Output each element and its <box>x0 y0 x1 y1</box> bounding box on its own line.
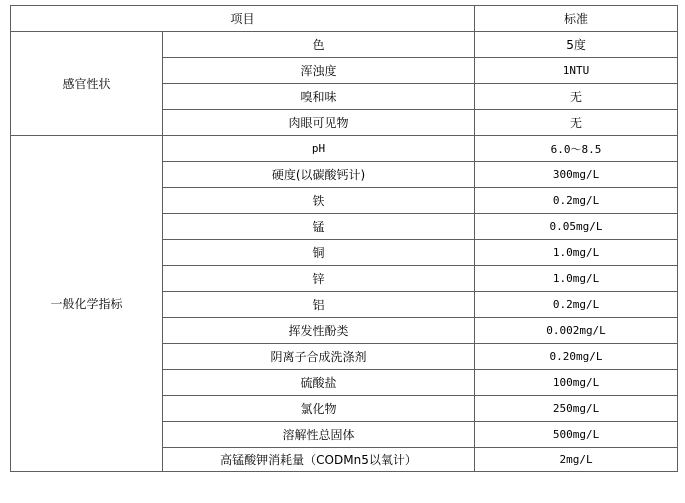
standard-cell: 100mg/L <box>475 370 678 396</box>
item-cell: 锰 <box>163 214 475 240</box>
header-standard: 标准 <box>475 6 678 32</box>
standard-cell: 6.0～8.5 <box>475 136 678 162</box>
standard-cell: 500mg/L <box>475 422 678 448</box>
standard-cell: 无 <box>475 84 678 110</box>
item-cell: 氯化物 <box>163 396 475 422</box>
standard-cell: 250mg/L <box>475 396 678 422</box>
item-cell: 溶解性总固体 <box>163 422 475 448</box>
item-cell: 浑浊度 <box>163 58 475 84</box>
standard-cell: 0.05mg/L <box>475 214 678 240</box>
item-cell: 硬度(以碳酸钙计) <box>163 162 475 188</box>
item-cell: 高锰酸钾消耗量（CODMn5以氧计） <box>163 448 475 472</box>
standard-cell: 0.20mg/L <box>475 344 678 370</box>
water-standard-table <box>10 5 678 472</box>
table-row <box>11 136 678 162</box>
standard-cell: 1.0mg/L <box>475 240 678 266</box>
standard-cell: 1NTU <box>475 58 678 84</box>
item-cell: 硫酸盐 <box>163 370 475 396</box>
item-cell: 挥发性酚类 <box>163 318 475 344</box>
header-item: 项目 <box>11 6 475 32</box>
standard-cell: 无 <box>475 110 678 136</box>
table-row <box>11 32 678 58</box>
standard-cell: 0.2mg/L <box>475 292 678 318</box>
item-cell: 阴离子合成洗涤剂 <box>163 344 475 370</box>
item-cell: 嗅和味 <box>163 84 475 110</box>
item-cell: 色 <box>163 32 475 58</box>
category-cell: 感官性状 <box>11 32 163 136</box>
table-header-row <box>11 6 678 32</box>
item-cell: 铝 <box>163 292 475 318</box>
standard-cell: 1.0mg/L <box>475 266 678 292</box>
item-cell: 铜 <box>163 240 475 266</box>
item-cell: pH <box>163 136 475 162</box>
category-cell: 一般化学指标 <box>11 136 163 472</box>
standard-cell: 2mg/L <box>475 448 678 472</box>
standard-cell: 0.002mg/L <box>475 318 678 344</box>
standard-cell: 0.2mg/L <box>475 188 678 214</box>
item-cell: 锌 <box>163 266 475 292</box>
standard-cell: 5度 <box>475 32 678 58</box>
standard-cell: 300mg/L <box>475 162 678 188</box>
item-cell: 铁 <box>163 188 475 214</box>
item-cell: 肉眼可见物 <box>163 110 475 136</box>
